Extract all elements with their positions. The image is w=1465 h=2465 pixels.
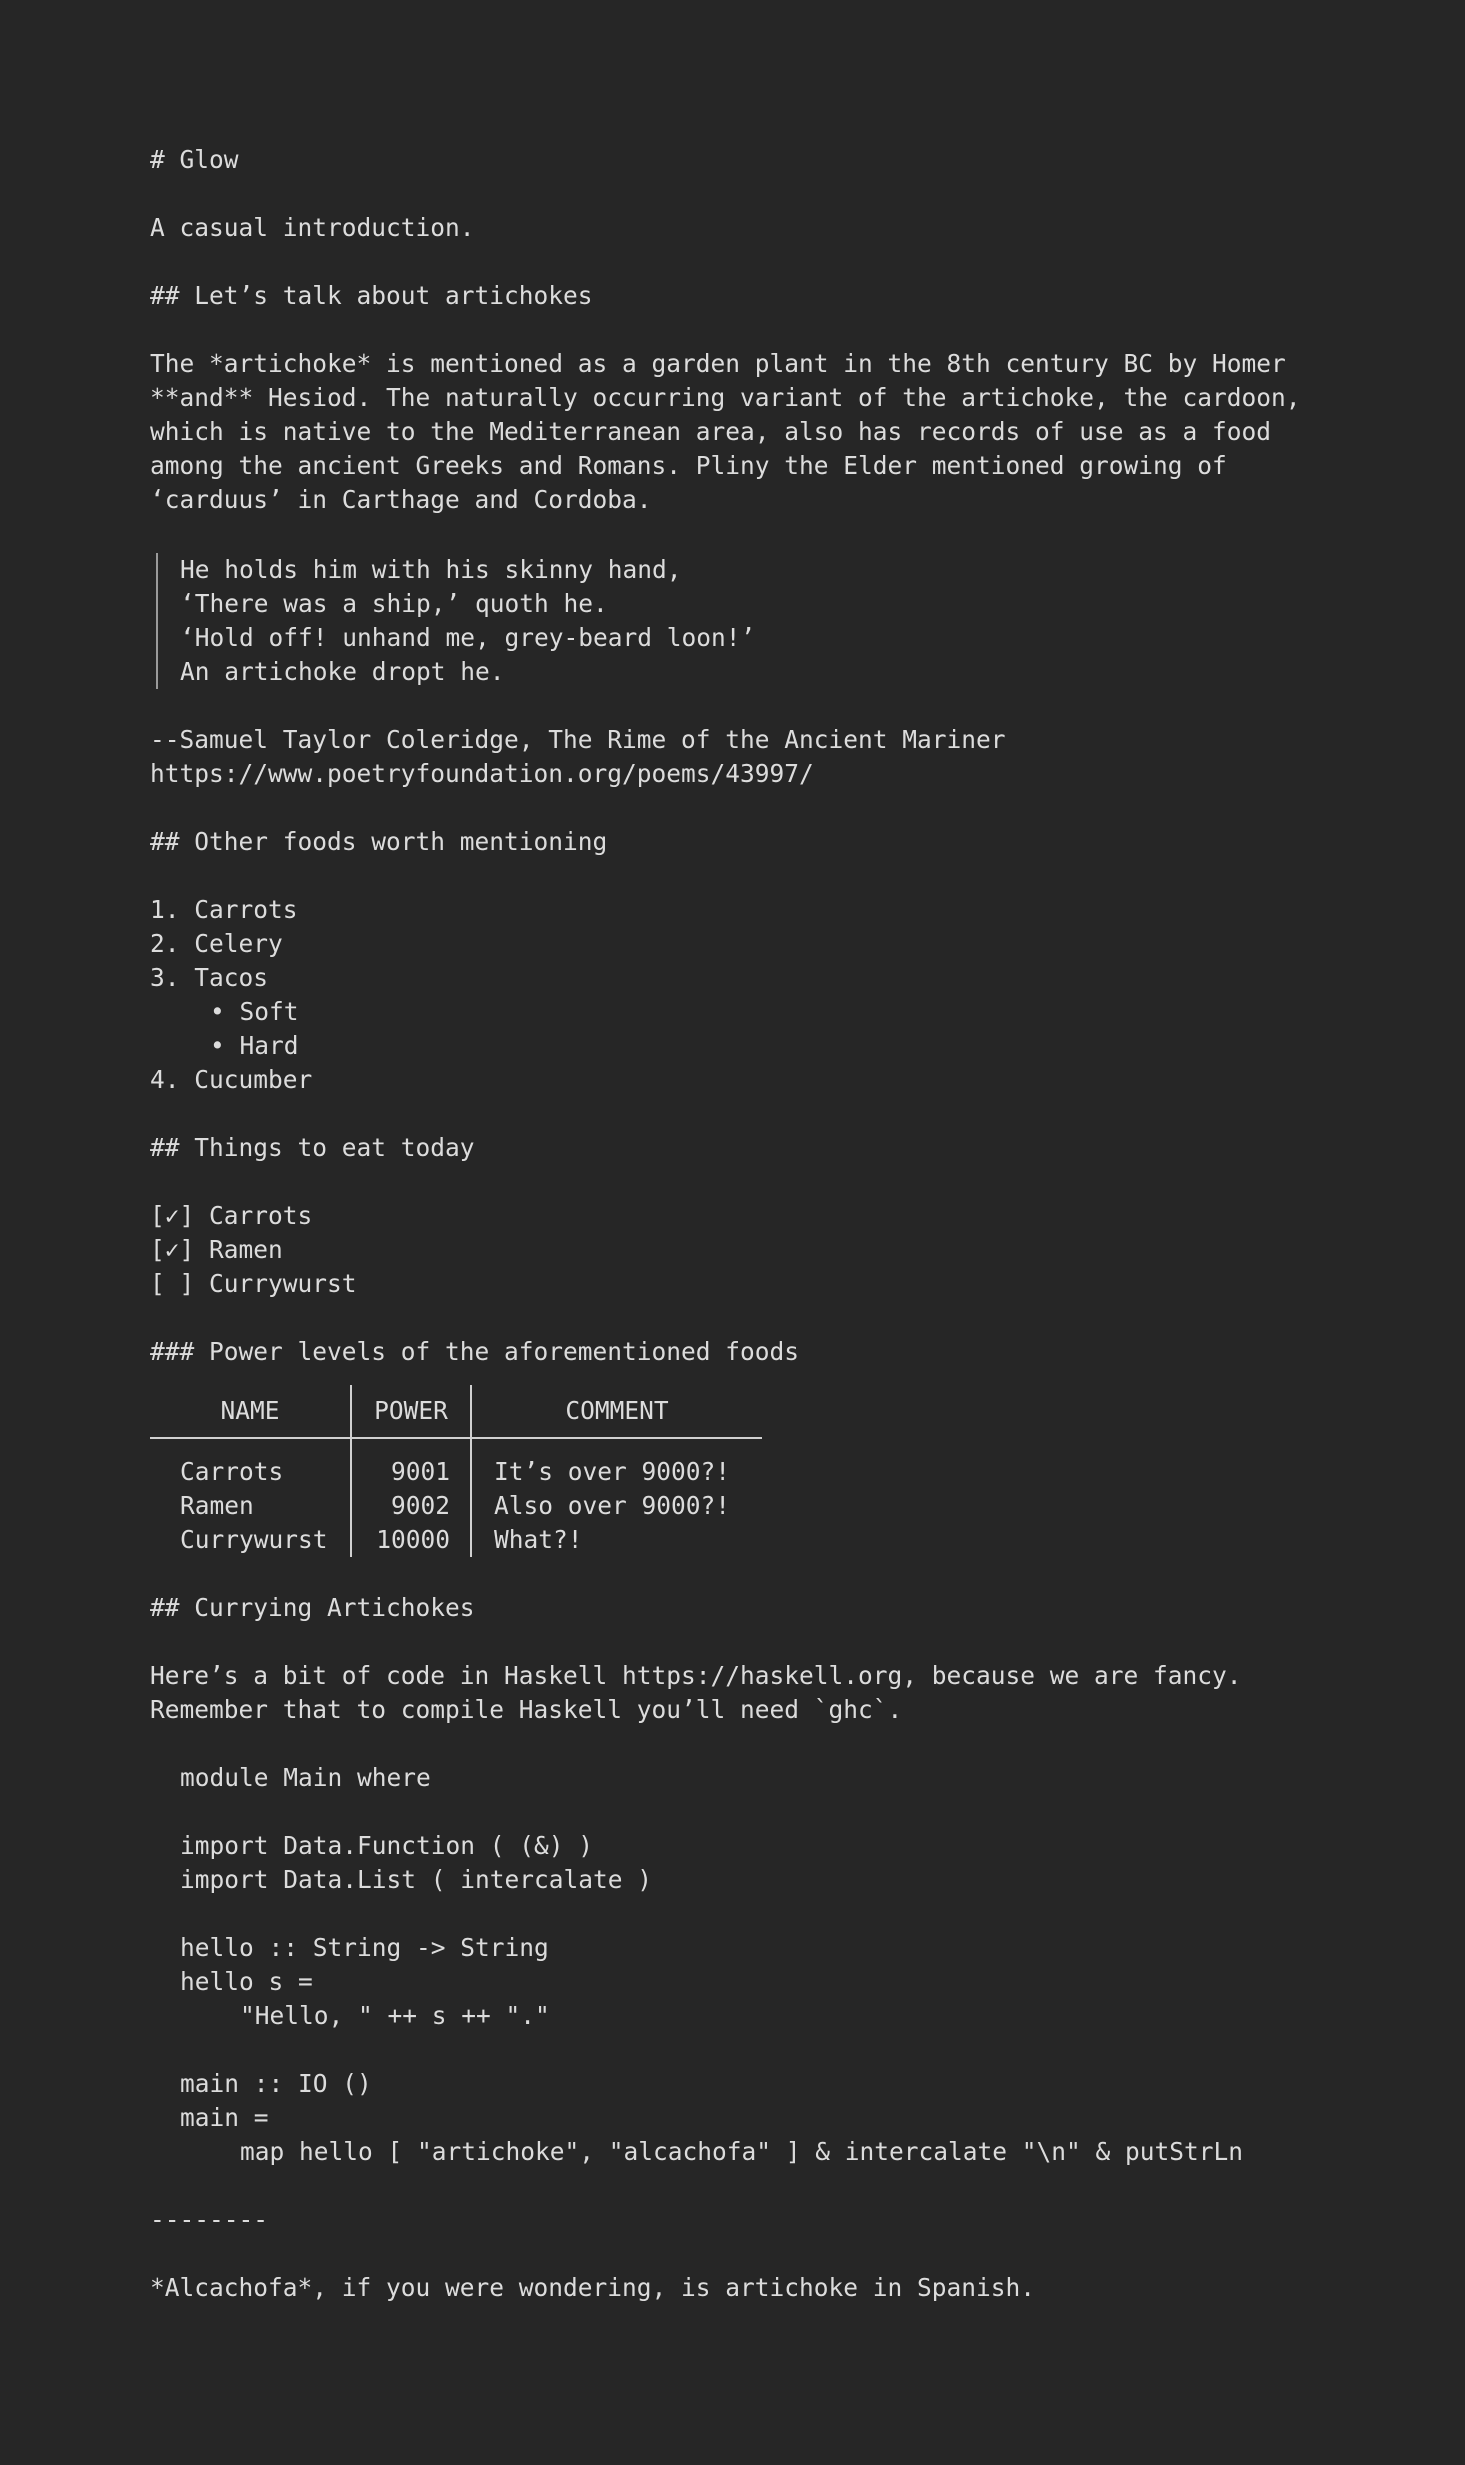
sub-list-item: • Soft (210, 997, 299, 1026)
list-item: 1. Carrots (150, 895, 298, 924)
cell-power: 9001 (351, 1438, 471, 1489)
code-line: hello :: String -> String (180, 1933, 549, 1962)
paragraph-line: among the ancient Greeks and Romans. Pliny the Elder mentioned growing of (150, 451, 1227, 480)
quote-line: ‘There was a ship,’ quoth he. (180, 589, 608, 618)
footer-text: *Alcachofa*, if you were wondering, is artichoke in Spanish. (150, 2273, 1036, 2302)
heading-glow: # Glow (150, 145, 239, 174)
list-item: 3. Tacos (150, 963, 269, 992)
cell-power: 10000 (351, 1523, 471, 1557)
code-block (150, 1761, 1410, 2169)
table-row (150, 1489, 762, 1523)
attribution-link[interactable]: https://www.poetryfoundation.org/poems/43997/ (150, 759, 814, 788)
paragraph-line: **and** Hesiod. The naturally occurring variant of the artichoke, the cardoon, (150, 383, 1301, 412)
sub-list-item: • Hard (210, 1031, 299, 1060)
heading-other-foods: ## Other foods worth mentioning (150, 827, 608, 856)
column-header-comment: COMMENT (471, 1385, 762, 1438)
code-line: import Data.List ( intercalate ) (180, 1865, 653, 1894)
task-list (150, 1199, 1410, 1301)
artichoke-paragraph (150, 347, 1410, 517)
cell-name: Carrots (150, 1438, 351, 1489)
table-row (150, 1438, 762, 1489)
table-header-row (150, 1385, 762, 1438)
paragraph-line: Remember that to compile Haskell you’ll need `ghc`. (150, 1695, 903, 1724)
haskell-paragraph (150, 1659, 1410, 1727)
column-header-name: NAME (150, 1385, 351, 1438)
code-line: main :: IO () (180, 2069, 372, 2098)
quote-line: He holds him with his skinny hand, (180, 555, 682, 584)
code-line: module Main where (180, 1763, 431, 1792)
code-line: "Hello, " ++ s ++ "." (240, 2001, 550, 2030)
ordered-list (150, 893, 1410, 1097)
heading-power-levels: ### Power levels of the aforementioned foods (150, 1337, 800, 1366)
column-header-power: POWER (351, 1385, 471, 1438)
quote-line: An artichoke dropt he. (180, 657, 505, 686)
task-item-unchecked: [ ] Currywurst (150, 1269, 357, 1298)
paragraph-line: which is native to the Mediterranean area, also has records of use as a food (150, 417, 1272, 446)
quote-line: ‘Hold off! unhand me, grey-beard loon!’ (180, 623, 756, 652)
cell-comment: It’s over 9000?! (494, 1457, 731, 1486)
code-line: main = (180, 2103, 269, 2132)
attribution: --Samuel Taylor Coleridge, The Rime of the Ancient Mariner (150, 725, 1006, 754)
code-line: hello s = (180, 1967, 313, 1996)
paragraph-line: The *artichoke* is mentioned as a garden plant in the 8th century BC by Homer (150, 349, 1286, 378)
cell-comment: Also over 9000?! (494, 1491, 731, 1520)
code-line: map hello [ "artichoke", "alcachofa" ] & intercalate "\n" & putStrLn (240, 2137, 1244, 2166)
paragraph-line: ‘carduus’ in Carthage and Cordoba. (150, 485, 652, 514)
list-item: 4. Cucumber (150, 1065, 313, 1094)
cell-comment: What?! (494, 1525, 583, 1554)
heading-currying: ## Currying Artichokes (150, 1593, 475, 1622)
blockquote (156, 553, 1410, 689)
horizontal-rule: -------- (150, 2205, 269, 2234)
task-item-checked: [✓] Carrots (150, 1201, 313, 1230)
power-table (150, 1385, 762, 1557)
intro-text: A casual introduction. (150, 213, 475, 242)
list-item: 2. Celery (150, 929, 283, 958)
task-item-checked: [✓] Ramen (150, 1235, 283, 1264)
cell-name: Currywurst (150, 1523, 351, 1557)
heading-artichokes: ## Let’s talk about artichokes (150, 281, 593, 310)
cell-power: 9002 (351, 1489, 471, 1523)
paragraph-line: Here’s a bit of code in Haskell https://haskell.org, because we are fancy. (150, 1661, 1242, 1690)
cell-name: Ramen (150, 1489, 351, 1523)
table-row (150, 1523, 762, 1557)
heading-things-today: ## Things to eat today (150, 1133, 475, 1162)
code-line: import Data.Function ( (&) ) (180, 1831, 594, 1860)
